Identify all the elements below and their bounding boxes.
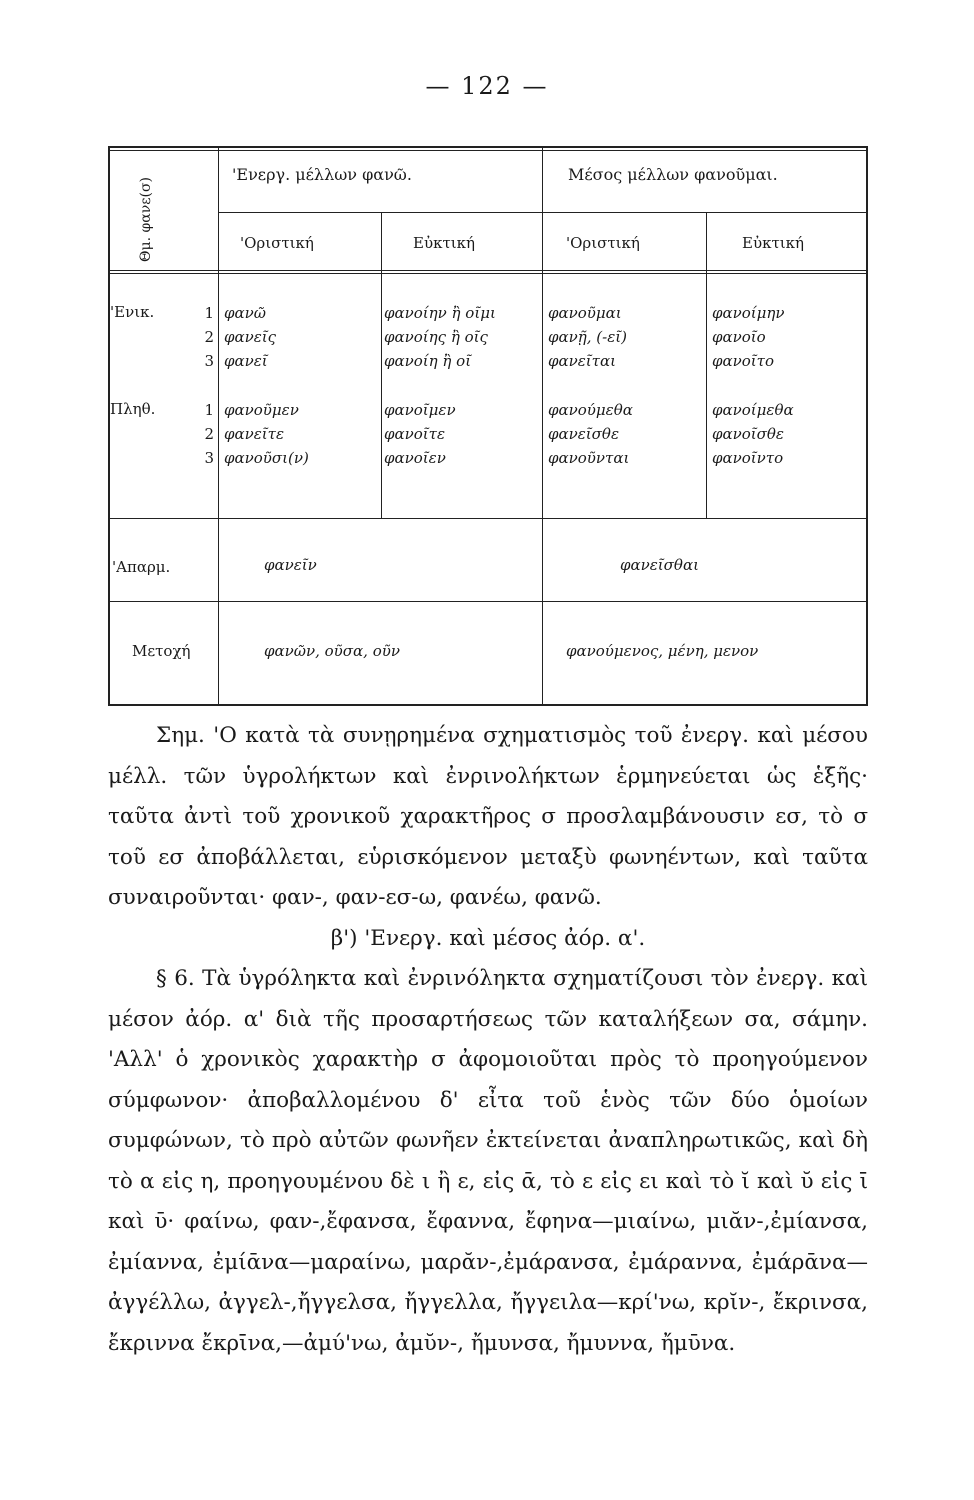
- person-number: 3: [204, 352, 214, 370]
- participle-active: φανῶν, οῦσα, οῦν: [264, 642, 400, 660]
- form-cell: φανοίην ἢ οῖμι: [384, 304, 496, 322]
- subheader-middle-indicative: 'Οριστική: [566, 234, 640, 252]
- form-cell: φανεῖτε: [224, 425, 285, 443]
- header-bottom-line-2: [108, 273, 868, 274]
- note-paragraph: Σημ. 'Ο κατὰ τὰ συνῃρημένα σχηματισμὸς τοῦ ἐνεργ. καὶ μέσου μέλλ. τῶν ὑγρολήκτων καὶ ἐνρινολήκτων ἑρμηνεύεται ὡς ἑξῆς· ταῦτα ἀντὶ τοῦ χρονικοῦ χαρακτῆρος σ προσλαμβάνουσιν εσ, τὸ σ τοῦ εσ ἀποβάλλεται, εὑρισκόμενον μεταξὺ φωνηέντων, καὶ ταῦτα συναιροῦνται· φαν-, φαν-εσ-ω, φανέω, φανῶ.: [108, 723, 868, 910]
- form-cell: φανοῖτο: [712, 352, 774, 370]
- notes-body: [108, 716, 868, 1364]
- form-cell: φανοῖσθε: [712, 425, 784, 443]
- table-top-border-inner: [108, 150, 868, 151]
- table-right-border: [866, 146, 868, 706]
- form-cell: φανοῦμαι: [548, 304, 622, 322]
- plural-person-numbers: [200, 398, 214, 470]
- form-cell: φανεῖσθε: [548, 425, 620, 443]
- active-mood-divider: [381, 212, 382, 518]
- voice-divider-line: [542, 146, 543, 706]
- singular-active-indicative: [224, 301, 276, 373]
- form-cell: φανοῖεν: [384, 449, 446, 467]
- form-cell: φανεῖς: [224, 328, 277, 346]
- form-cell: φανεῖται: [548, 352, 616, 370]
- singular-person-numbers: [200, 301, 214, 373]
- form-cell: φανοῖο: [712, 328, 766, 346]
- section-6-paragraph: § 6. Τὰ ὑγρόληκτα καὶ ἐνρινόληκτα σχηματίζουσι τὸν ἐνεργ. καὶ μέσον ἀόρ. α' διὰ τῆς προσαρτήσεως τῶν καταλήξεων σα, σάμην. 'Αλλ' ὁ χρονικὸς χαρακτὴρ σ ἀφομοιοῦται πρὸς τὸ προηγούμενον σύμφωνον· ἀποβαλλομένου δ' εἶτα τοῦ ἑνὸς τῶν δύο ὁμοίων συμφώνων, τὸ πρὸ αὐτῶν φωνῆεν ἐκτείνεται ἀναπληρωτικῶς, καὶ δὴ τὸ α εἰς η, προηγουμένου δὲ ι ἢ ε, εἰς ᾱ, τὸ ε εἰς ει καὶ τὸ ῐ καὶ ῠ εἰς ῑ καὶ ῡ· φαίνω, φαν-,ἔφανσα, ἔφαννα, ἔφηνα—μιαίνω, μιᾰν-,ἐμίανσα, ἐμίαννα, ἐμίᾱνα—μαραίνω, μαρᾰν-,ἐμάρανσα, ἐμάραννα, ἐμάρᾱνα—ἀγγέλλω, ἀγγελ-,ἤγγελσα, ἤγγελλα, ἤγγειλα—κρί'νω, κρῐν-, ἔκρινσα, ἔκριννα ἔκρῑνα,—ἀμύ'νω, ἀμῠν-, ἤμυνσα, ἤμυννα, ἤμῡνα.: [108, 966, 868, 1356]
- singular-middle-optative: [712, 301, 785, 373]
- form-cell: φανούμεθα: [548, 401, 633, 419]
- form-cell: φανῇ, (-εῖ): [548, 328, 627, 346]
- forms-bottom-line: [108, 518, 868, 519]
- subheader-middle-optative: Εὐκτική: [742, 234, 804, 252]
- middle-voice-header: Μέσος μέλλων φανοῦμαι.: [568, 165, 778, 184]
- middle-mood-divider: [706, 212, 707, 518]
- person-number: 2: [204, 425, 214, 443]
- subheader-active-indicative: 'Οριστική: [240, 234, 314, 252]
- singular-label: 'Ενικ.: [110, 303, 155, 321]
- form-cell: φανεῖ: [224, 352, 268, 370]
- form-cell: φανῶ: [224, 304, 266, 322]
- form-cell: φανοῦμεν: [224, 401, 299, 419]
- participle-label: Μετοχή: [132, 642, 191, 660]
- form-cell: φανοίης ἢ οῖς: [384, 328, 488, 346]
- form-cell: φανοῦνται: [548, 449, 630, 467]
- plural-active-indicative: [224, 398, 309, 470]
- singular-middle-indicative: [548, 301, 627, 373]
- stem-label: Θμ. φανε(σ): [138, 177, 154, 262]
- table-bottom-border: [108, 704, 868, 706]
- form-cell: φανοῖντο: [712, 449, 784, 467]
- table-top-border: [108, 146, 868, 148]
- section-subheading: β') 'Ενεργ. καὶ μέσος ἀόρ. α'.: [330, 925, 646, 951]
- infinitive-bottom-line: [108, 601, 868, 602]
- plural-middle-indicative: [548, 398, 633, 470]
- infinitive-label: 'Απαρμ.: [112, 558, 171, 576]
- plural-label: Πληθ.: [110, 400, 156, 418]
- person-number: 2: [204, 328, 214, 346]
- participle-middle: φανούμενος, μένη, μενον: [566, 642, 759, 660]
- person-number: 1: [204, 401, 214, 419]
- label-column-line: [218, 146, 219, 706]
- page-number: — 122 —: [425, 72, 549, 100]
- plural-active-optative: [384, 398, 456, 470]
- plural-middle-optative: [712, 398, 794, 470]
- person-number: 3: [204, 449, 214, 467]
- form-cell: φανοῦσι(ν): [224, 449, 309, 467]
- table-left-border: [108, 146, 110, 706]
- form-cell: φανοίη ἢ οῖ: [384, 352, 472, 370]
- header-bottom-line: [108, 270, 868, 271]
- form-cell: φανοῖμεν: [384, 401, 456, 419]
- person-number: 1: [204, 304, 214, 322]
- infinitive-active: φανεῖν: [264, 556, 317, 574]
- infinitive-middle: φανεῖσθαι: [620, 556, 699, 574]
- subheader-active-optative: Εὐκτική: [413, 234, 475, 252]
- form-cell: φανοῖτε: [384, 425, 446, 443]
- form-cell: φανοίμην: [712, 304, 785, 322]
- singular-active-optative: [384, 301, 496, 373]
- active-voice-header: 'Ενεργ. μέλλων φανῶ.: [232, 165, 412, 184]
- form-cell: φανοίμεθα: [712, 401, 794, 419]
